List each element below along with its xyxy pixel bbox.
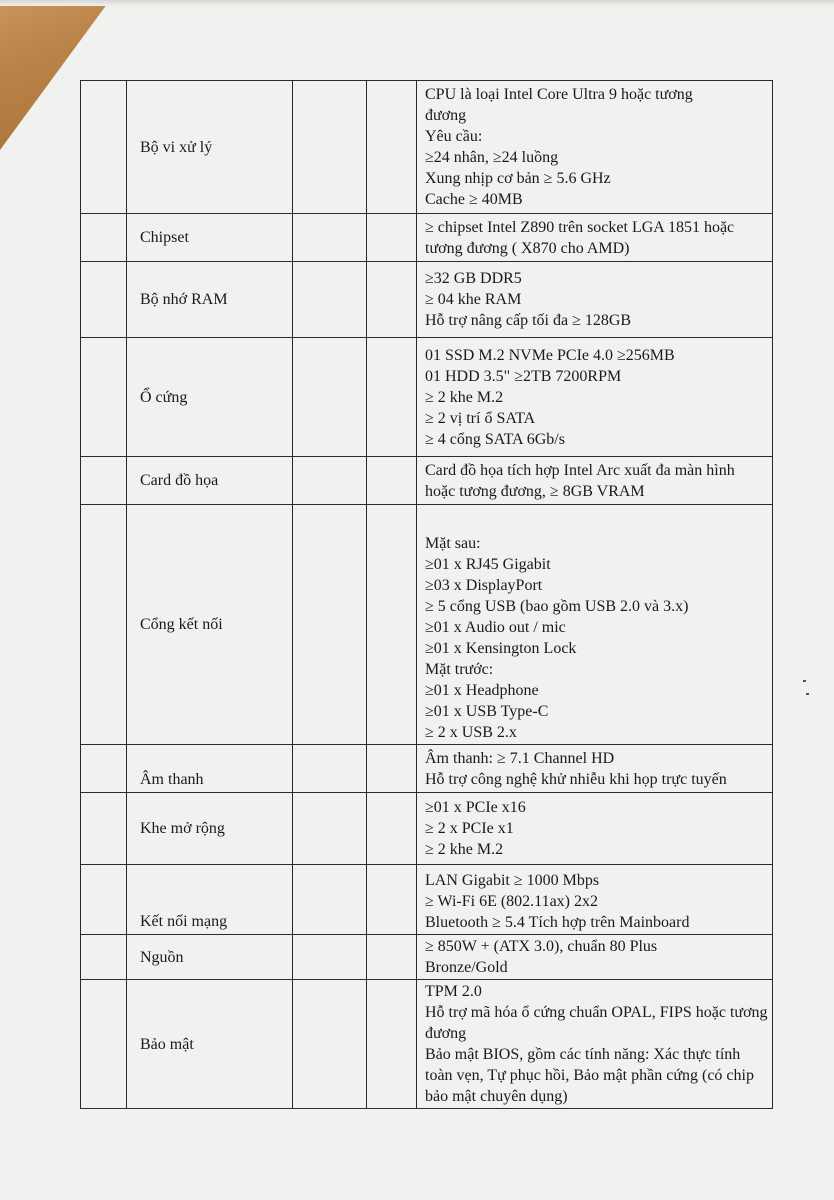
spec-line: ≥ 2 khe M.2 xyxy=(425,388,504,406)
spec-line: ≥ 2 x USB 2.x xyxy=(425,724,517,741)
blank-cell xyxy=(81,505,127,745)
spec-cell xyxy=(417,338,773,457)
blank-cell xyxy=(293,338,367,457)
row-label: Nguồn xyxy=(140,948,184,966)
spec-line: ≥ 850W + (ATX 3.0), chuẩn 80 Plus Bronze/Gold xyxy=(425,938,658,976)
blank-cell xyxy=(81,935,127,980)
row-label-cell xyxy=(127,81,293,214)
row-label: Bộ nhớ RAM xyxy=(140,291,228,308)
table-row xyxy=(81,457,773,505)
blank-cell xyxy=(293,935,367,980)
spec-line: ≥01 x PCIe x16 xyxy=(425,799,526,816)
row-label: Kết nối mạng xyxy=(140,913,228,930)
spec-line: Hỗ trợ công nghệ khử nhiễu khi họp trực tuyến xyxy=(425,770,727,788)
table-row xyxy=(81,338,773,457)
row-label-cell xyxy=(127,793,293,865)
row-label-cell xyxy=(127,262,293,338)
spec-table xyxy=(80,80,773,1109)
spec-cell xyxy=(417,935,773,980)
row-label: Âm thanh xyxy=(140,771,204,788)
blank-cell xyxy=(293,865,367,935)
row-label-cell xyxy=(127,338,293,457)
scan-speck xyxy=(803,680,806,682)
blank-cell xyxy=(81,262,127,338)
spec-line: ≥ 5 cổng USB (bao gồm USB 2.0 và 3.x) xyxy=(425,598,689,615)
row-label-cell xyxy=(127,457,293,505)
spec-line: ≥ 2 khe M.2 xyxy=(425,841,504,858)
spec-cell xyxy=(417,262,773,338)
spec-line: Xung nhịp cơ bản ≥ 5.6 GHz xyxy=(425,170,611,187)
blank-cell xyxy=(81,865,127,935)
blank-cell xyxy=(293,81,367,214)
spec-line: ≥03 x DisplayPort xyxy=(425,577,543,594)
table-row xyxy=(81,865,773,935)
spec-line: ≥32 GB DDR5 xyxy=(425,270,522,287)
spec-line: ≥24 nhân, ≥24 luồng xyxy=(425,149,559,166)
row-label-cell xyxy=(127,980,293,1109)
spec-line: Âm thanh: ≥ 7.1 Channel HD xyxy=(425,749,615,767)
blank-cell xyxy=(293,262,367,338)
spec-line: CPU là loại Intel Core Ultra 9 hoặc tương đương xyxy=(425,86,693,124)
blank-cell xyxy=(81,457,127,505)
blank-cell xyxy=(293,745,367,793)
spec-line: Card đồ họa tích hợp Intel Arc xuất đa màn hình hoặc tương đương, ≥ 8GB VRAM xyxy=(425,461,735,500)
blank-cell xyxy=(293,457,367,505)
blank-cell xyxy=(293,505,367,745)
spec-line: ≥ Wi-Fi 6E (802.11ax) 2x2 xyxy=(425,893,599,910)
spec-line: ≥ chipset Intel Z890 trên socket LGA 1851 hoặc tương đương ( X870 cho AMD) xyxy=(425,218,735,257)
row-label-cell xyxy=(127,505,293,745)
blank-cell xyxy=(367,214,417,262)
spec-cell xyxy=(417,745,773,793)
spec-line: ≥ 2 x PCIe x1 xyxy=(425,820,514,837)
table-row xyxy=(81,81,773,214)
blank-cell xyxy=(81,214,127,262)
row-label-cell xyxy=(127,865,293,935)
spec-cell xyxy=(417,214,773,262)
spec-line: ≥ 04 khe RAM xyxy=(425,291,522,308)
row-label-cell xyxy=(127,935,293,980)
spec-cell xyxy=(417,980,773,1109)
row-label: Ổ cứng xyxy=(140,388,188,406)
spec-line: TPM 2.0 xyxy=(425,983,482,1000)
spec-cell xyxy=(417,505,773,745)
spec-line: ≥ 4 cổng SATA 6Gb/s xyxy=(425,430,565,448)
row-label-cell xyxy=(127,745,293,793)
blank-cell xyxy=(367,81,417,214)
row-label: Chipset xyxy=(140,229,189,246)
spec-line: Mặt trước: xyxy=(425,661,494,678)
paper-top-edge xyxy=(0,0,834,6)
blank-cell xyxy=(367,457,417,505)
table-row xyxy=(81,980,773,1109)
spec-line: Bảo mật BIOS, gồm các tính năng: Xác thực tính toàn vẹn, Tự phục hồi, Bảo mật phần cứng (có chip bảo mật chuyên dụng) xyxy=(425,1046,754,1105)
blank-cell xyxy=(367,980,417,1109)
blank-cell xyxy=(293,214,367,262)
table-row xyxy=(81,214,773,262)
spec-line: ≥01 x RJ45 Gigabit xyxy=(425,556,551,573)
scan-speck xyxy=(806,693,809,695)
spec-line: Hỗ trợ mã hóa ổ cứng chuẩn OPAL, FIPS hoặc tương đương xyxy=(425,1004,768,1042)
blank-cell xyxy=(367,505,417,745)
row-label: Bảo mật xyxy=(140,1035,194,1053)
spec-line: ≥01 x Audio out / mic xyxy=(425,619,566,636)
row-label: Khe mở rộng xyxy=(140,820,225,837)
spec-line: ≥01 x Headphone xyxy=(425,682,539,699)
blank-cell xyxy=(81,793,127,865)
spec-line: 01 HDD 3.5" ≥2TB 7200RPM xyxy=(425,367,622,385)
blank-cell xyxy=(367,745,417,793)
spec-line: ≥01 x Kensington Lock xyxy=(425,640,577,657)
blank-cell xyxy=(367,793,417,865)
spec-cell xyxy=(417,793,773,865)
spec-line: ≥01 x USB Type-C xyxy=(425,703,549,720)
spec-line: Yêu cầu: xyxy=(425,128,483,145)
spec-line: Hỗ trợ nâng cấp tối đa ≥ 128GB xyxy=(425,312,632,329)
spec-line: Bluetooth ≥ 5.4 Tích hợp trên Mainboard xyxy=(425,914,690,931)
spec-cell xyxy=(417,865,773,935)
blank-cell xyxy=(81,980,127,1109)
table-row xyxy=(81,935,773,980)
blank-cell xyxy=(293,980,367,1109)
blank-cell xyxy=(81,338,127,457)
blank-cell xyxy=(367,338,417,457)
spec-line: 01 SSD M.2 NVMe PCIe 4.0 ≥256MB xyxy=(425,346,675,364)
table-row xyxy=(81,793,773,865)
blank-cell xyxy=(367,262,417,338)
row-label-cell xyxy=(127,214,293,262)
row-label: Card đồ họa xyxy=(140,472,219,489)
table-row xyxy=(81,745,773,793)
spec-line: Mặt sau: xyxy=(425,535,481,552)
table-row xyxy=(81,262,773,338)
row-label: Cổng kết nối xyxy=(140,616,223,633)
row-label: Bộ vi xử lý xyxy=(140,138,213,156)
blank-cell xyxy=(367,935,417,980)
blank-cell xyxy=(81,745,127,793)
spec-line: ≥ 2 vị trí ổ SATA xyxy=(425,409,536,427)
table-row xyxy=(81,505,773,745)
blank-cell xyxy=(293,793,367,865)
blank-cell xyxy=(81,81,127,214)
spec-cell xyxy=(417,81,773,214)
spec-line: Cache ≥ 40MB xyxy=(425,191,523,208)
blank-cell xyxy=(367,865,417,935)
spec-line: LAN Gigabit ≥ 1000 Mbps xyxy=(425,872,600,889)
spec-cell xyxy=(417,457,773,505)
